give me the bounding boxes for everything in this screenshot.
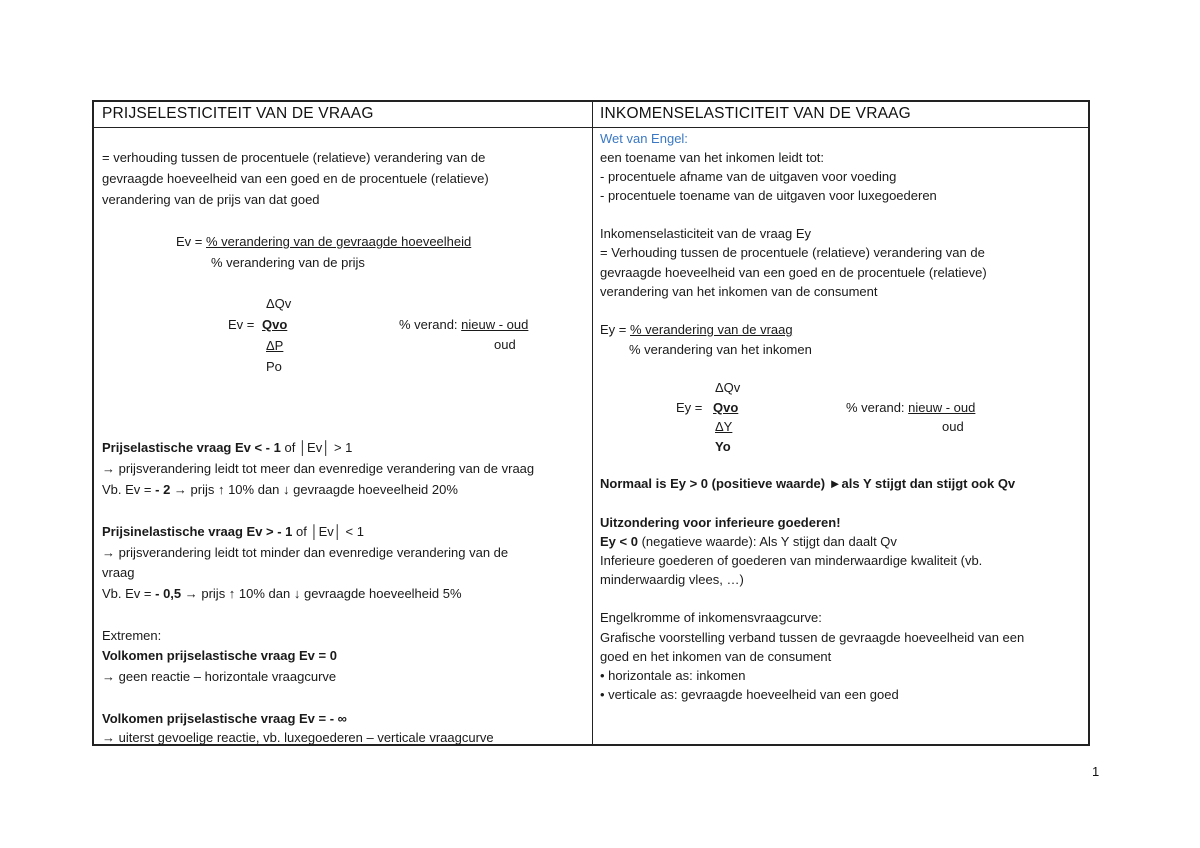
- inferior-line-2: Inferieure goederen of goederen van minderwaardige kwaliteit (vb.: [600, 553, 983, 568]
- right-definition-line-3: gevraagde hoeveelheid van een goed en de procentuele (relatieve): [600, 265, 987, 280]
- ev-fraction-po: Po: [266, 359, 282, 374]
- ey-formula-denominator: % verandering van het inkomen: [629, 342, 812, 357]
- inferior-title: Uitzondering voor inferieure goederen!: [600, 515, 841, 530]
- ev-formula-numerator: % verandering van de gevraagde hoeveelheid: [206, 234, 472, 249]
- ey-formula-numerator-line: [600, 322, 793, 338]
- left-definition-line-2: gevraagde hoeveelheid van een goed en de procentuele (relatieve): [102, 171, 489, 186]
- ev-fraction-delta-q: ΔQv: [266, 296, 292, 311]
- engelcurve-bullet-2: [600, 687, 899, 703]
- right-definition-line-1: Inkomenselasticiteit van de vraag Ey: [600, 226, 811, 241]
- engelcurve-line-2: goed en het inkomen van de consument: [600, 649, 832, 664]
- engel-line-3: - procentuele toename van de uitgaven voor luxegoederen: [600, 188, 937, 203]
- left-verand-oud: oud: [494, 337, 516, 352]
- ev-fraction-label: Ev =: [228, 317, 255, 332]
- inferior-line-1-rest: (negatieve waarde): Als Y stijgt dan daalt Qv: [637, 534, 897, 549]
- page-number: 1: [1092, 764, 1100, 779]
- elastic-example-rest: → prijs ↑ 10% dan ↓ gevraagde hoeveelheid 20%: [170, 482, 458, 497]
- inferior-line-1: [600, 534, 897, 550]
- extreme-2-line: → uiterst gevoelige reactie, vb. luxegoederen – verticale vraagcurve: [102, 730, 494, 745]
- extreme-2-title: Volkomen prijselastische vraag Ev = - ∞: [102, 711, 347, 726]
- engelcurve-line-1: Grafische voorstelling verband tussen de gevraagde hoeveelheid van een: [600, 630, 1025, 645]
- left-verand-value: nieuw - oud: [461, 317, 529, 332]
- left-definition-line-1: = verhouding tussen de procentuele (relatieve) verandering van de: [102, 150, 486, 165]
- inelastic-title-rest: of │Ev│ < 1: [292, 524, 364, 539]
- inelastic-example-value: - 0,5: [155, 586, 182, 601]
- left-column-heading: PRIJSELESTICITEIT VAN DE VRAAG: [102, 105, 374, 122]
- right-verand-value: nieuw - oud: [908, 400, 976, 415]
- ey-fraction-delta-q: ΔQv: [715, 380, 741, 395]
- ey-fraction-label: Ey =: [676, 400, 703, 415]
- right-definition-line-4: verandering van het inkomen van de consument: [600, 284, 878, 299]
- bullet-icon: •: [600, 687, 609, 702]
- inelastic-title: [102, 524, 364, 540]
- engel-line-1: een toename van het inkomen leidt tot:: [600, 150, 825, 165]
- elastic-example-value: - 2: [155, 482, 171, 497]
- ey-formula-numerator: % verandering van de vraag: [630, 322, 793, 337]
- elastic-title-rest: of │Ev│ > 1: [280, 440, 353, 455]
- ey-fraction-yo: Yo: [715, 439, 731, 454]
- ey-formula-prefix: Ey =: [600, 322, 630, 337]
- right-verand-oud: oud: [942, 419, 964, 434]
- ev-formula-denominator: % verandering van de prijs: [211, 255, 365, 270]
- extreme-1-line: → geen reactie – horizontale vraagcurve: [102, 669, 337, 684]
- ev-formula-numerator-line: [176, 234, 471, 250]
- extreme-1-title: Volkomen prijselastische vraag Ev = 0: [102, 648, 337, 663]
- elastic-example: [102, 482, 458, 498]
- engelcurve-bullet-2-text: verticale as: gevraagde hoeveelheid van een goed: [608, 687, 899, 702]
- ev-fraction-delta-p: ΔP: [266, 338, 284, 353]
- left-definition-line-3: verandering van de prijs van dat goed: [102, 192, 320, 207]
- extremes-label: Extremen:: [102, 628, 162, 643]
- header-rule: [94, 127, 1088, 128]
- column-divider: [592, 102, 593, 744]
- inelastic-example-prefix: Vb. Ev =: [102, 586, 156, 601]
- bullet-icon: •: [600, 668, 609, 683]
- engel-title: Wet van Engel:: [600, 131, 688, 146]
- ev-fraction-qvo: Qvo: [262, 317, 288, 332]
- right-verand-label: % verand:: [846, 400, 909, 415]
- right-definition-line-2: = Verhouding tussen de procentuele (relatieve) verandering van de: [600, 245, 985, 260]
- right-verand-line: [846, 400, 975, 416]
- elastic-example-prefix: Vb. Ev =: [102, 482, 156, 497]
- left-verand-line: [399, 317, 528, 333]
- inelastic-example-rest: → prijs ↑ 10% dan ↓ gevraagde hoeveelheid 5%: [181, 586, 462, 601]
- inferior-ey-value: Ey < 0: [600, 534, 638, 549]
- right-column-heading: INKOMENSELASTICITEIT VAN DE VRAAG: [600, 105, 911, 122]
- normal-statement: Normaal is Ey > 0 (positieve waarde) ►als Y stijgt dan stijgt ook Qv: [600, 476, 1016, 491]
- engelcurve-bullet-1: [600, 668, 745, 684]
- inelastic-example: [102, 586, 462, 602]
- inelastic-line-2: vraag: [102, 565, 135, 580]
- elastic-title: [102, 440, 352, 456]
- elastic-line-1: → prijsverandering leidt tot meer dan evenredige verandering van de vraag: [102, 461, 535, 476]
- ev-formula-prefix: Ev =: [176, 234, 206, 249]
- ey-fraction-delta-y: ΔY: [715, 419, 733, 434]
- elastic-title-bold: Prijselastische vraag Ev < - 1: [102, 440, 281, 455]
- engelcurve-bullet-1-text: horizontale as: inkomen: [608, 668, 746, 683]
- engelcurve-title: Engelkromme of inkomensvraagcurve:: [600, 610, 822, 625]
- left-verand-label: % verand:: [399, 317, 462, 332]
- inferior-line-3: minderwaardig vlees, …): [600, 572, 744, 587]
- inelastic-title-bold: Prijsinelastische vraag Ev > - 1: [102, 524, 293, 539]
- inelastic-line-1: → prijsverandering leidt tot minder dan evenredige verandering van de: [102, 545, 509, 560]
- engel-line-2: - procentuele afname van de uitgaven voor voeding: [600, 169, 897, 184]
- elasticity-table: [92, 100, 1090, 746]
- ey-fraction-qvo: Qvo: [713, 400, 739, 415]
